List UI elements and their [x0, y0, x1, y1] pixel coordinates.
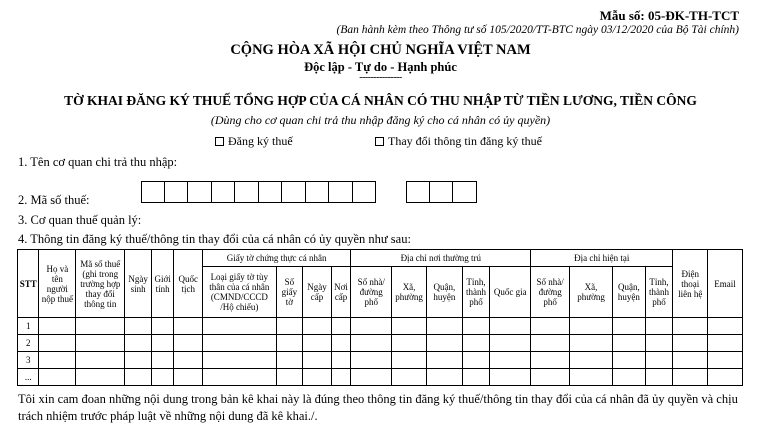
cell[interactable]: [174, 335, 203, 352]
option-change-info-label: Thay đổi thông tin đăng ký thuế: [388, 134, 542, 148]
col-stt: STT: [18, 250, 39, 318]
option-change-info[interactable]: [375, 134, 542, 149]
cell[interactable]: [490, 352, 531, 369]
cell[interactable]: [673, 369, 708, 386]
cell[interactable]: [570, 335, 613, 352]
cell[interactable]: [462, 318, 490, 335]
cell[interactable]: [174, 369, 203, 386]
cell[interactable]: [462, 369, 490, 386]
cell[interactable]: [276, 352, 303, 369]
cell[interactable]: [673, 352, 708, 369]
cell[interactable]: [303, 318, 332, 335]
form-code: Mẫu số: 05-ĐK-TH-TCT: [599, 8, 739, 23]
cell[interactable]: [426, 318, 462, 335]
col-perm-country: Quốc gia: [490, 267, 531, 318]
tax-code-digit[interactable]: [453, 181, 477, 203]
cell[interactable]: [39, 318, 76, 335]
cell[interactable]: [151, 352, 173, 369]
col-perm-street: Số nhà/đường phố: [351, 267, 392, 318]
table-row: [18, 352, 743, 369]
cell[interactable]: [531, 369, 570, 386]
cell[interactable]: [531, 318, 570, 335]
col-gender: Giới tính: [151, 250, 173, 318]
cell[interactable]: [39, 369, 76, 386]
col-nationality: Quốc tịch: [174, 250, 203, 318]
separator: ---------------: [359, 72, 402, 83]
tax-code-digit[interactable]: [430, 181, 454, 203]
cell[interactable]: [303, 335, 332, 352]
cell[interactable]: [462, 335, 490, 352]
col-phone: Điện thoại liên hệ: [673, 250, 708, 318]
cell[interactable]: [151, 369, 173, 386]
option-register[interactable]: [215, 134, 293, 149]
cell[interactable]: [570, 369, 613, 386]
col-cur-street: Số nhà/ đường phố: [531, 267, 570, 318]
cell[interactable]: [203, 335, 277, 352]
col-issue-date: Ngày cấp: [303, 267, 332, 318]
row-number: 1: [18, 318, 39, 335]
cell[interactable]: [276, 369, 303, 386]
cell[interactable]: [645, 318, 673, 335]
tax-code-digit[interactable]: [406, 181, 430, 203]
col-id-number: Số giấy tờ: [276, 267, 303, 318]
cell[interactable]: [276, 335, 303, 352]
cell[interactable]: [39, 335, 76, 352]
cell[interactable]: [708, 352, 743, 369]
cell[interactable]: [613, 352, 646, 369]
cell[interactable]: [203, 352, 277, 369]
group-id-docs: Giấy tờ chứng thực cá nhân: [203, 250, 351, 267]
tax-code-digit[interactable]: [329, 181, 353, 203]
tax-code-digit[interactable]: [141, 181, 165, 203]
cell[interactable]: [613, 335, 646, 352]
cell[interactable]: [351, 318, 392, 335]
cell[interactable]: [303, 369, 332, 386]
cell[interactable]: [331, 335, 350, 352]
motto: Độc lập - Tự do - Hạnh phúc: [304, 60, 457, 74]
col-issue-place: Nơi cấp: [331, 267, 350, 318]
info-section-label: 4. Thông tin đăng ký thuế/thông tin thay đổi của cá nhân có ủy quyền như sau:: [18, 232, 411, 246]
col-full-name: Họ và tên người nộp thuế: [39, 250, 76, 318]
cell[interactable]: [203, 318, 277, 335]
issued-by-note: (Ban hành kèm theo Thông tư số 105/2020/TT-BTC ngày 03/12/2020 của Bộ Tài chính): [336, 24, 739, 36]
declaration-text: Tôi xin cam đoan những nội dung trong bản kê khai này là đúng theo thông tin đăng ký thuế/thông tin thay đổi của cá nhân đã ủy quyền và chịu trách nhiệm trước pháp luật về những nội dung đã kê khai./.: [18, 392, 738, 423]
form-title: TỜ KHAI ĐĂNG KÝ THUẾ TỔNG HỢP CỦA CÁ NHÂN CÓ THU NHẬP TỪ TIỀN LƯƠNG, TIỀN CÔNG: [64, 93, 697, 108]
cell[interactable]: [392, 352, 427, 369]
cell[interactable]: [125, 318, 152, 335]
cell[interactable]: [76, 335, 125, 352]
cell[interactable]: [331, 369, 350, 386]
cell[interactable]: [426, 352, 462, 369]
cell[interactable]: [125, 369, 152, 386]
cell[interactable]: [570, 318, 613, 335]
cell[interactable]: [303, 352, 332, 369]
col-email: Email: [708, 250, 743, 318]
cell[interactable]: [174, 318, 203, 335]
tax-code-digit[interactable]: [188, 181, 212, 203]
cell[interactable]: [426, 335, 462, 352]
cell[interactable]: [76, 369, 125, 386]
col-perm-province: Tỉnh, thành phố: [462, 267, 490, 318]
cell[interactable]: [645, 352, 673, 369]
cell[interactable]: [351, 369, 392, 386]
tax-office-label: 3. Cơ quan thuế quản lý:: [18, 213, 142, 227]
tax-code-digit[interactable]: [259, 181, 283, 203]
cell[interactable]: [174, 352, 203, 369]
tax-code-branch-boxes[interactable]: [406, 181, 477, 203]
cell[interactable]: [392, 369, 427, 386]
tax-code-digit[interactable]: [353, 181, 377, 203]
cell[interactable]: [125, 335, 152, 352]
cell[interactable]: [531, 352, 570, 369]
col-tax-code: Mã số thuế (ghi trong trường hợp thay đổi thông tin: [76, 250, 125, 318]
cell[interactable]: [39, 352, 76, 369]
col-cur-province: Tỉnh, thành phố: [645, 267, 673, 318]
cell[interactable]: [392, 335, 427, 352]
cell[interactable]: [125, 352, 152, 369]
cell[interactable]: [392, 318, 427, 335]
cell[interactable]: [645, 369, 673, 386]
cell[interactable]: [426, 369, 462, 386]
checkbox-icon[interactable]: [215, 137, 224, 146]
tax-code-digit[interactable]: [235, 181, 259, 203]
table-row: [18, 318, 743, 335]
payer-name-label: 1. Tên cơ quan chi trả thu nhập:: [18, 155, 178, 169]
table-row: [18, 335, 743, 352]
cell[interactable]: [645, 335, 673, 352]
cell[interactable]: [351, 335, 392, 352]
col-perm-ward: Xã, phường: [392, 267, 427, 318]
tax-code-label: 2. Mã số thuế:: [18, 193, 90, 207]
cell[interactable]: [490, 318, 531, 335]
group-current-address: Địa chỉ hiện tại: [531, 250, 673, 267]
col-perm-district: Quận, huyện: [426, 267, 462, 318]
cell[interactable]: [351, 352, 392, 369]
cell[interactable]: [708, 335, 743, 352]
cell[interactable]: [673, 318, 708, 335]
cell[interactable]: [331, 318, 350, 335]
taxpayer-table: [17, 249, 743, 386]
tax-code-digit[interactable]: [282, 181, 306, 203]
option-register-label: Đăng ký thuế: [228, 134, 293, 148]
cell[interactable]: [490, 369, 531, 386]
tax-code-main-boxes[interactable]: [141, 181, 376, 203]
col-cur-ward: Xã, phường: [570, 267, 613, 318]
cell[interactable]: [570, 352, 613, 369]
cell[interactable]: [76, 318, 125, 335]
cell[interactable]: [490, 335, 531, 352]
cell[interactable]: [673, 335, 708, 352]
table-row: [18, 369, 743, 386]
cell[interactable]: [276, 318, 303, 335]
cell[interactable]: [613, 318, 646, 335]
checkbox-icon[interactable]: [375, 137, 384, 146]
cell[interactable]: [613, 369, 646, 386]
cell[interactable]: [531, 335, 570, 352]
tax-code-digit[interactable]: [212, 181, 236, 203]
cell[interactable]: [203, 369, 277, 386]
col-dob: Ngày sinh: [125, 250, 152, 318]
row-number: ...: [18, 369, 39, 386]
cell[interactable]: [76, 352, 125, 369]
cell[interactable]: [151, 318, 173, 335]
col-id-type: Loại giấy tờ tùy thân của cá nhân (CMND/CCCD /Hộ chiếu): [203, 267, 277, 318]
nation-heading: CỘNG HÒA XÃ HỘI CHỦ NGHĨA VIỆT NAM: [230, 42, 531, 58]
cell[interactable]: [462, 352, 490, 369]
cell[interactable]: [708, 318, 743, 335]
col-cur-district: Quận, huyện: [613, 267, 646, 318]
row-number: 2: [18, 335, 39, 352]
group-permanent-address: Địa chỉ nơi thường trú: [351, 250, 531, 267]
tax-code-digit[interactable]: [306, 181, 330, 203]
form-subtitle: (Dùng cho cơ quan chi trả thu nhập đăng ký cho cá nhân có ủy quyền): [210, 113, 551, 127]
row-number: 3: [18, 352, 39, 369]
tax-code-digit[interactable]: [165, 181, 189, 203]
cell[interactable]: [331, 352, 350, 369]
cell[interactable]: [708, 369, 743, 386]
cell[interactable]: [151, 335, 173, 352]
